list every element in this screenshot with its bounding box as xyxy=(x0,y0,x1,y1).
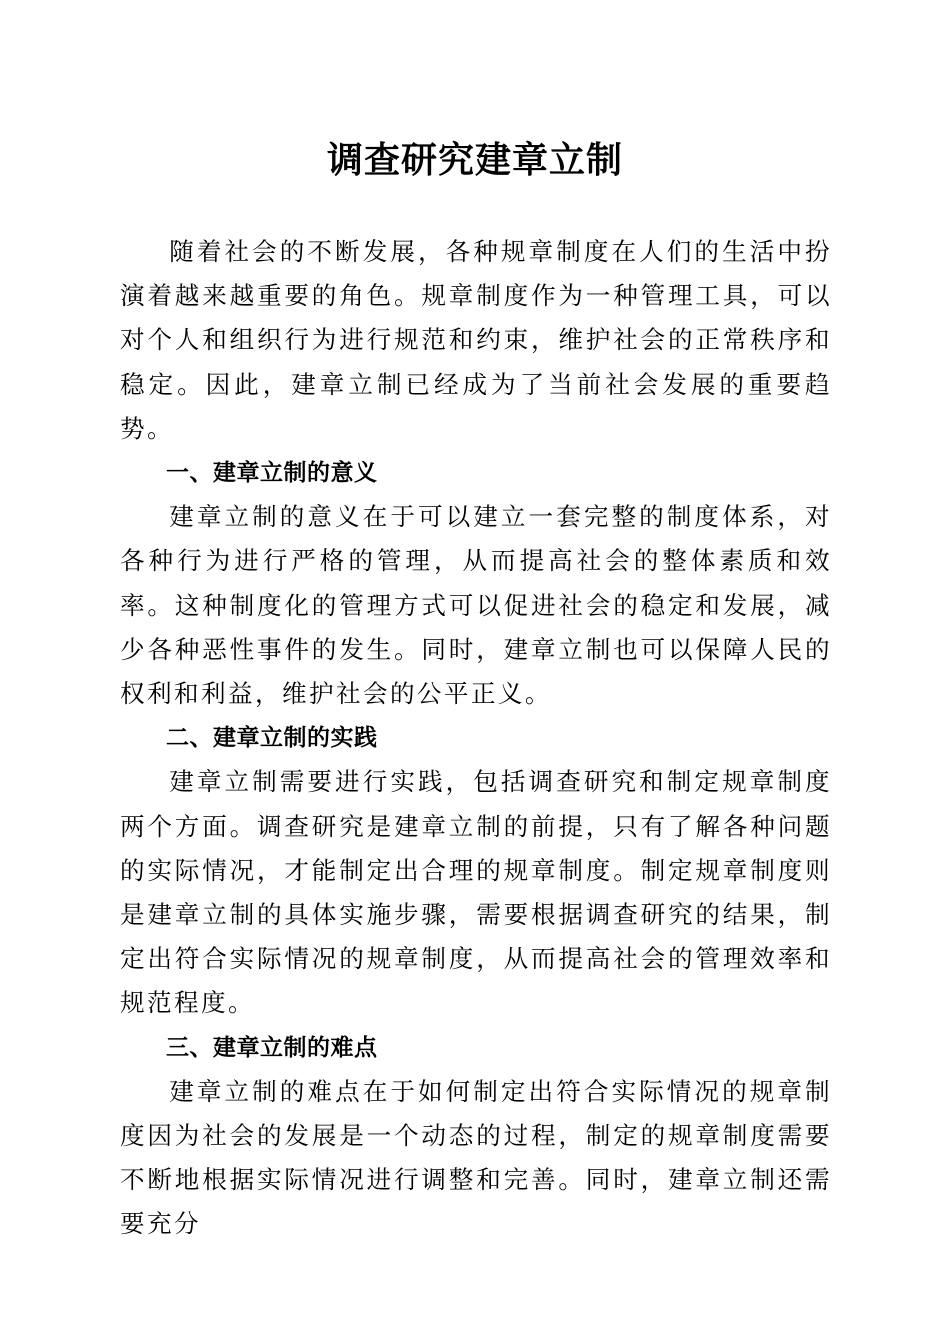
section-heading-difficulties: 三、建章立制的难点 xyxy=(166,1034,378,1061)
section-paragraph-difficulties: 建章立制的难点在于如何制定出符合实际情况的规章制度因为社会的发展是一个动态的过程，制定的规章制度需要不断地根据实际情况进行调整和完善。同时，建章立制还需要充分 xyxy=(120,1076,832,1239)
section-paragraph-practice: 建章立制需要进行实践，包括调查研究和制定规章制度两个方面。调查研究是建章立制的前提，只有了解各种问题的实际情况，才能制定出合理的规章制度。制定规章制度则是建章立制的具体实施步骤，需要根据调查研究的结果，制定出符合实际情况的规章制度，从而提高社会的管理效率和规范程度。 xyxy=(120,767,832,1018)
intro-paragraph: 随着社会的不断发展，各种规章制度在人们的生活中扮演着越来越重要的角色。规章制度作为一种管理工具，可以对个人和组织行为进行规范和约束，维护社会的正常秩序和稳定。因此，建章立制已经成为了当前社会发展的重要趋势。 xyxy=(120,237,832,443)
document-body xyxy=(120,230,832,1247)
section-heading-significance: 一、建章立制的意义 xyxy=(166,460,378,487)
section-heading-practice: 二、建章立制的实践 xyxy=(166,725,378,752)
section-paragraph-significance: 建章立制的意义在于可以建立一套完整的制度体系，对各种行为进行严格的管理，从而提高社会的整体素质和效率。这种制度化的管理方式可以促进社会的稳定和发展，减少各种恶性事件的发生。同时，建章立制也可以保障人民的权利和利益，维护社会的公平正义。 xyxy=(120,502,832,709)
document-title: 调查研究建章立制 xyxy=(326,139,623,181)
